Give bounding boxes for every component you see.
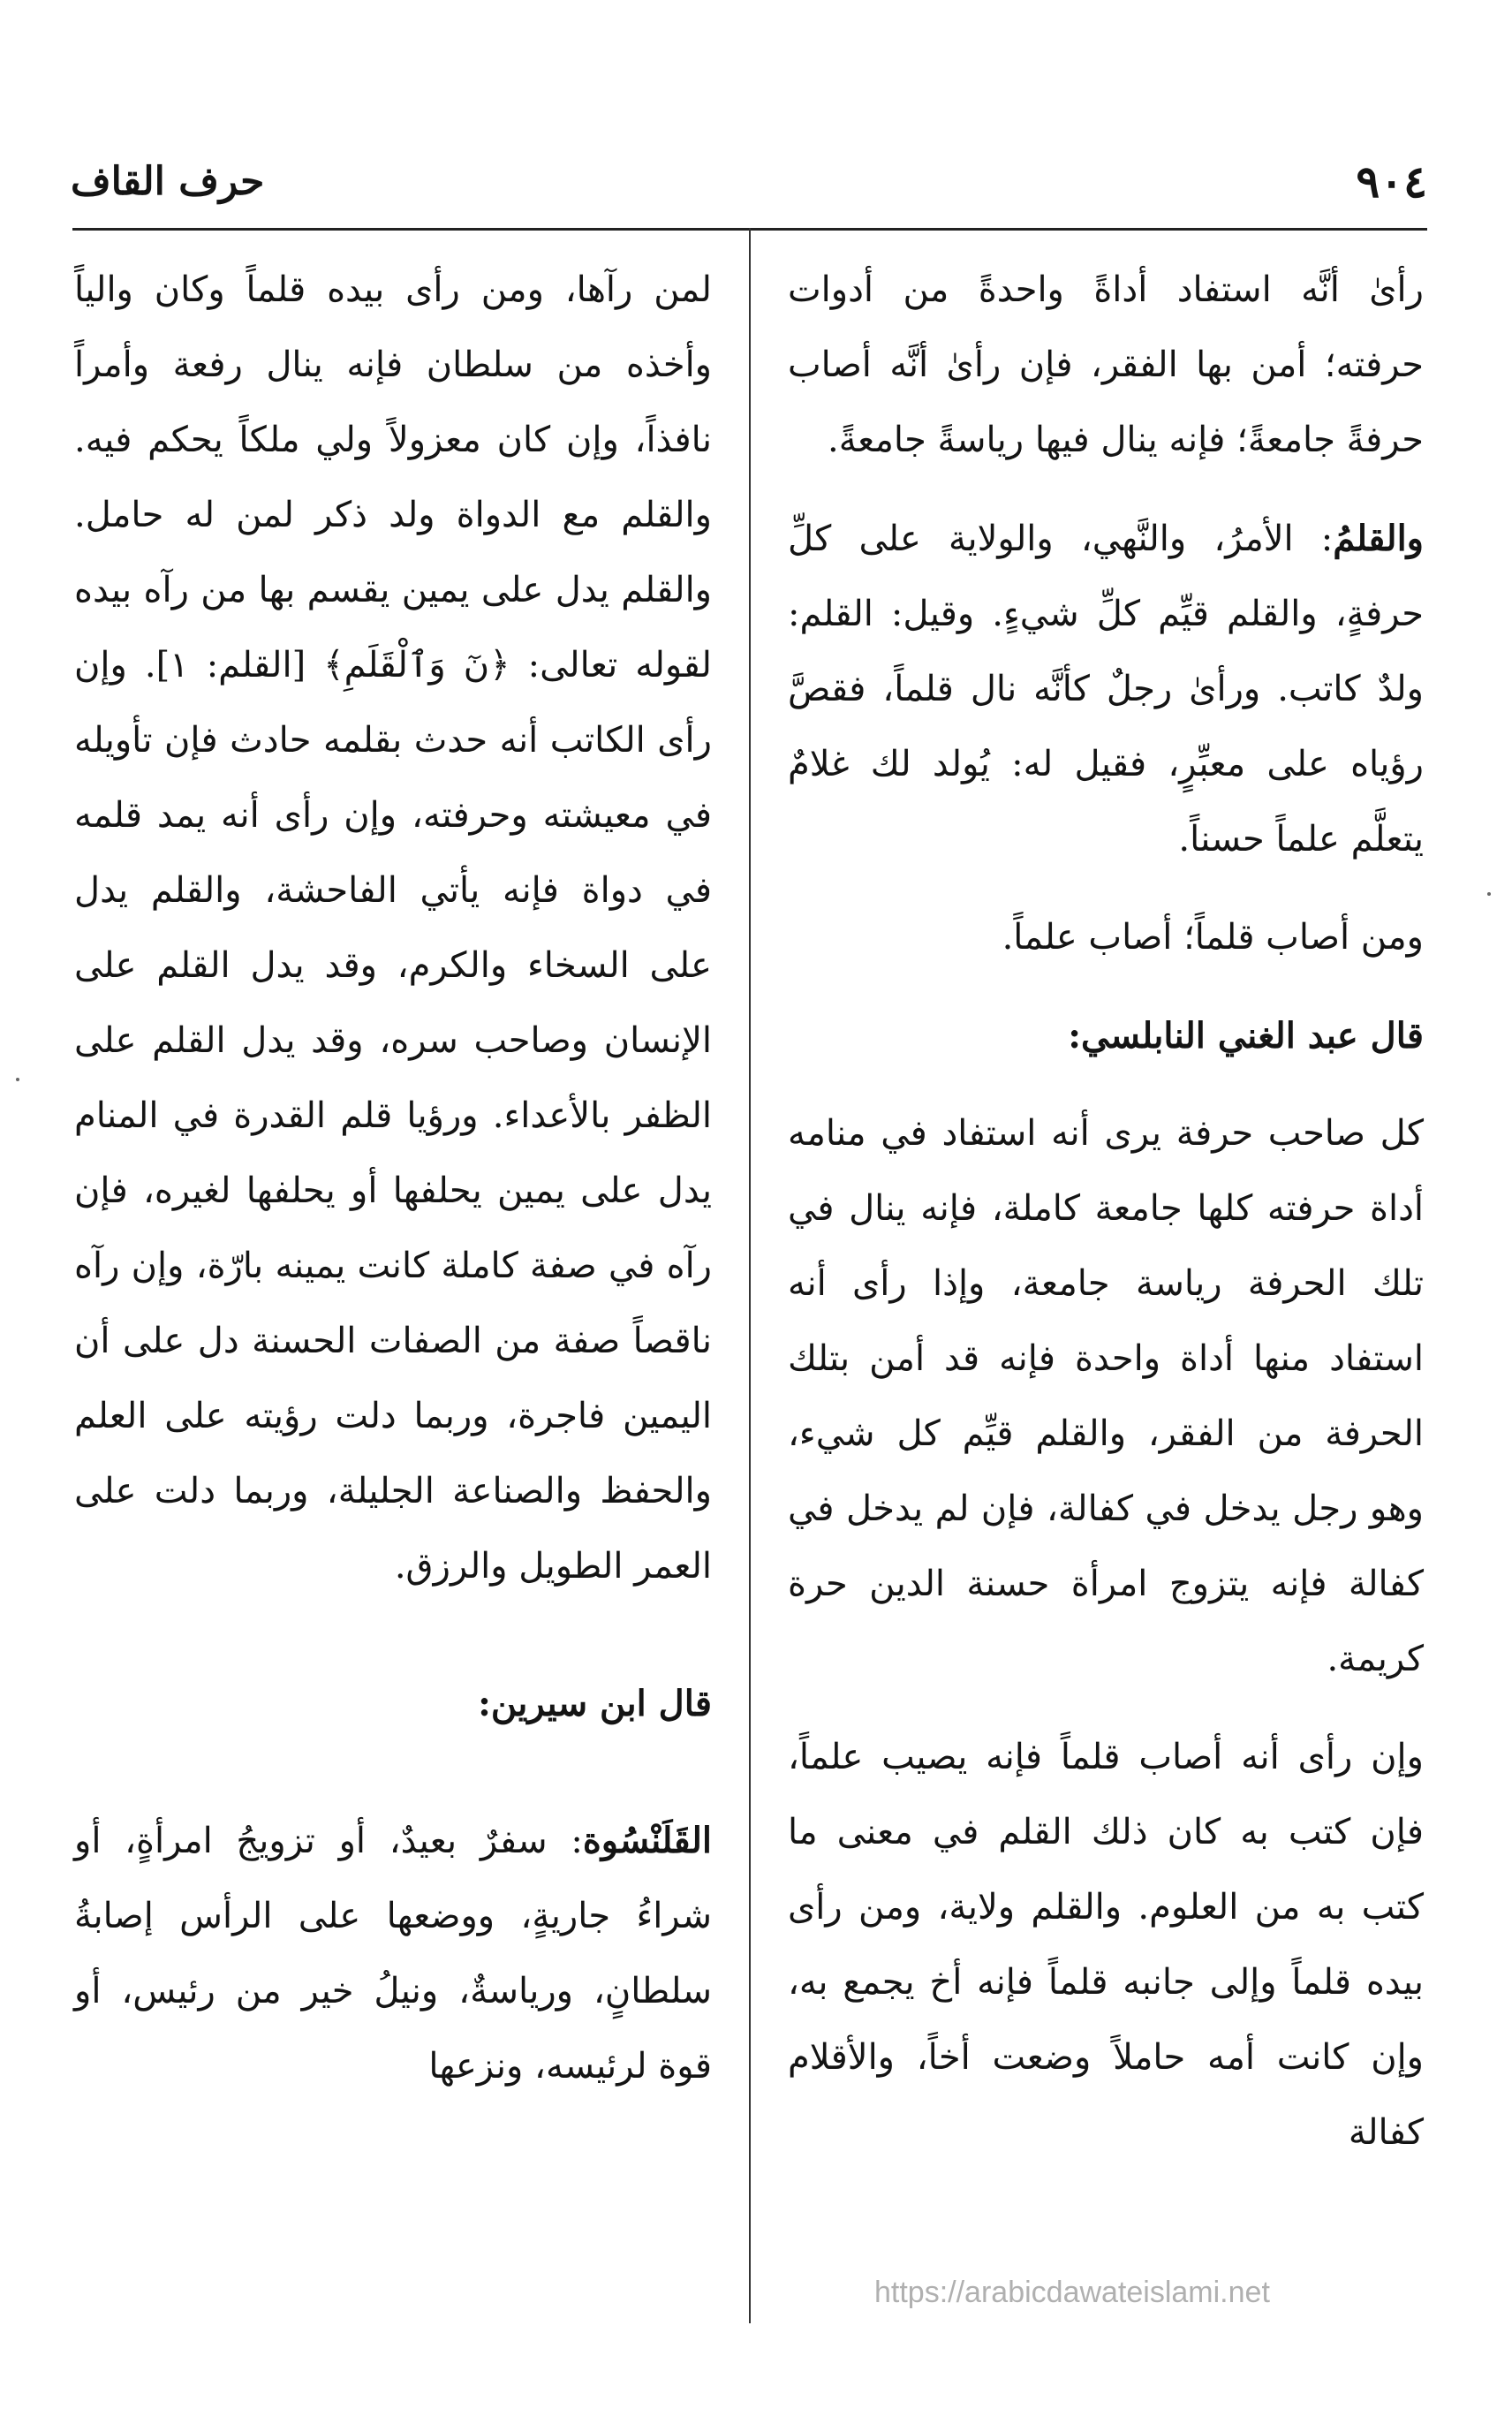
left-column — [74, 253, 712, 2104]
chapter-title: حرف القاف — [71, 158, 265, 204]
entry-term: القَلَنْسُوة — [582, 1820, 712, 1861]
column-divider — [749, 228, 751, 2323]
page-number: ٩٠٤ — [1356, 155, 1427, 208]
paragraph: ومن أصاب قلماً؛ أصاب علماً. — [1002, 917, 1424, 958]
watermark: https://arabicdawateislami.net — [874, 2276, 1270, 2309]
paragraph — [74, 1803, 712, 2104]
entry-term: والقلمُ — [1333, 518, 1424, 559]
paragraph: وإن رأى أنه أصاب قلماً فإنه يصيب علماً، فإن كتب به كان ذلك القلم في معنى ما كتب به من العلوم. والقلم ولاية، ومن رأى بيده قلماً وإلى جانبه قلماً فإنه أخ يجمع به، وإن كانت أمه حاملاً وضعت أخاً، والأقلام كفالة — [788, 1737, 1424, 2153]
paragraph: كل صاحب حرفة يرى أنه استفاد في منامه أداة حرفته كلها جامعة كاملة، فإنه ينال في تلك الحرفة رياسة جامعة، وإذا رأى أنه استفاد منها أداة واحدة فإنه قد أمن بتلك الحرفة من الفقر، والقلم قيِّم كل شيء، وهو رجل يدخل في كفالة، فإن لم يدخل في كفالة فإنه يتزوج امرأة حسنة الدين حرة كريمة. — [788, 1113, 1424, 1679]
paragraph: لمن رآها، ومن رأى بيده قلماً وكان والياً وأخذه من سلطان فإنه ينال رفعة وأمراً نافذاً، وإن كان معزولاً ولي ملكاً يحكم فيه. والقلم مع الدواة ولد ذكر لمن له حامل. والقلم يدل على يمين يقسم بها من رآه بيده لقوله تعالى: ﴿نٓ وَٱلْقَلَمِ﴾ [القلم: ١]. وإن رأى الكاتب أنه حدث بقلمه حادث فإن تأويله في معيشته وحرفته، وإن رأى أنه يمد قلمه في دواة فإنه يأتي الفاحشة، والقلم يدل على السخاء والكرم، وقد يدل القلم على الإنسان وصاحب سره، وقد يدل القلم على الظفر بالأعداء. ورؤيا قلم القدرة في المنام يدل على يمين يحلفها أو يحلفها لغيره، فإن رآه في صفة كاملة كانت يمينه بارّة، وإن رآه ناقصاً صفة من الصفات الحسنة دل على أن اليمين فاجرة، وربما دلت رؤيته على العلم والحفظ والصناعة الجليلة، وربما دلت على العمر الطويل والرزق. — [74, 269, 712, 1587]
section-heading: قال عبد الغني النابلسي: — [1068, 1015, 1424, 1057]
paragraph: رأىٰ أنَّه استفاد أداةً واحدةً من أدوات حرفته؛ أمن بها الفقر، فإن رأىٰ أنَّه أصاب حرفةً جامعةً؛ فإنه ينال فيها رياسةً جامعةً. — [788, 269, 1424, 460]
paragraph — [788, 501, 1424, 877]
page-header — [71, 141, 1427, 221]
entry-text: : سفرٌ بعيدٌ، أو تزويجُ امرأةٍ، أو شراءُ جاريةٍ، ووضعها على الرأس إصابةُ سلطانٍ، ورياسةٌ، ونيلُ خير من رئيس، أو قوة لرئيسه، ونزعها — [74, 1821, 712, 2087]
scan-speck — [16, 1078, 19, 1081]
scan-speck — [1487, 892, 1491, 896]
right-column — [788, 253, 1424, 2170]
entry-text: : الأمرُ، والنَّهي، والولاية على كلِّ حرفةٍ، والقلم قيِّم كلِّ شيءٍ. وقيل: القلم: ولدٌ كاتب. ورأىٰ رجلٌ كأنَّه نال قلماً، فقصَّ رؤياه على معبِّرٍ، فقيل له: يُولد لك غلامٌ يتعلَّم علماً حسناً. — [788, 519, 1424, 860]
section-heading: قال ابن سيرين: — [478, 1683, 712, 1724]
